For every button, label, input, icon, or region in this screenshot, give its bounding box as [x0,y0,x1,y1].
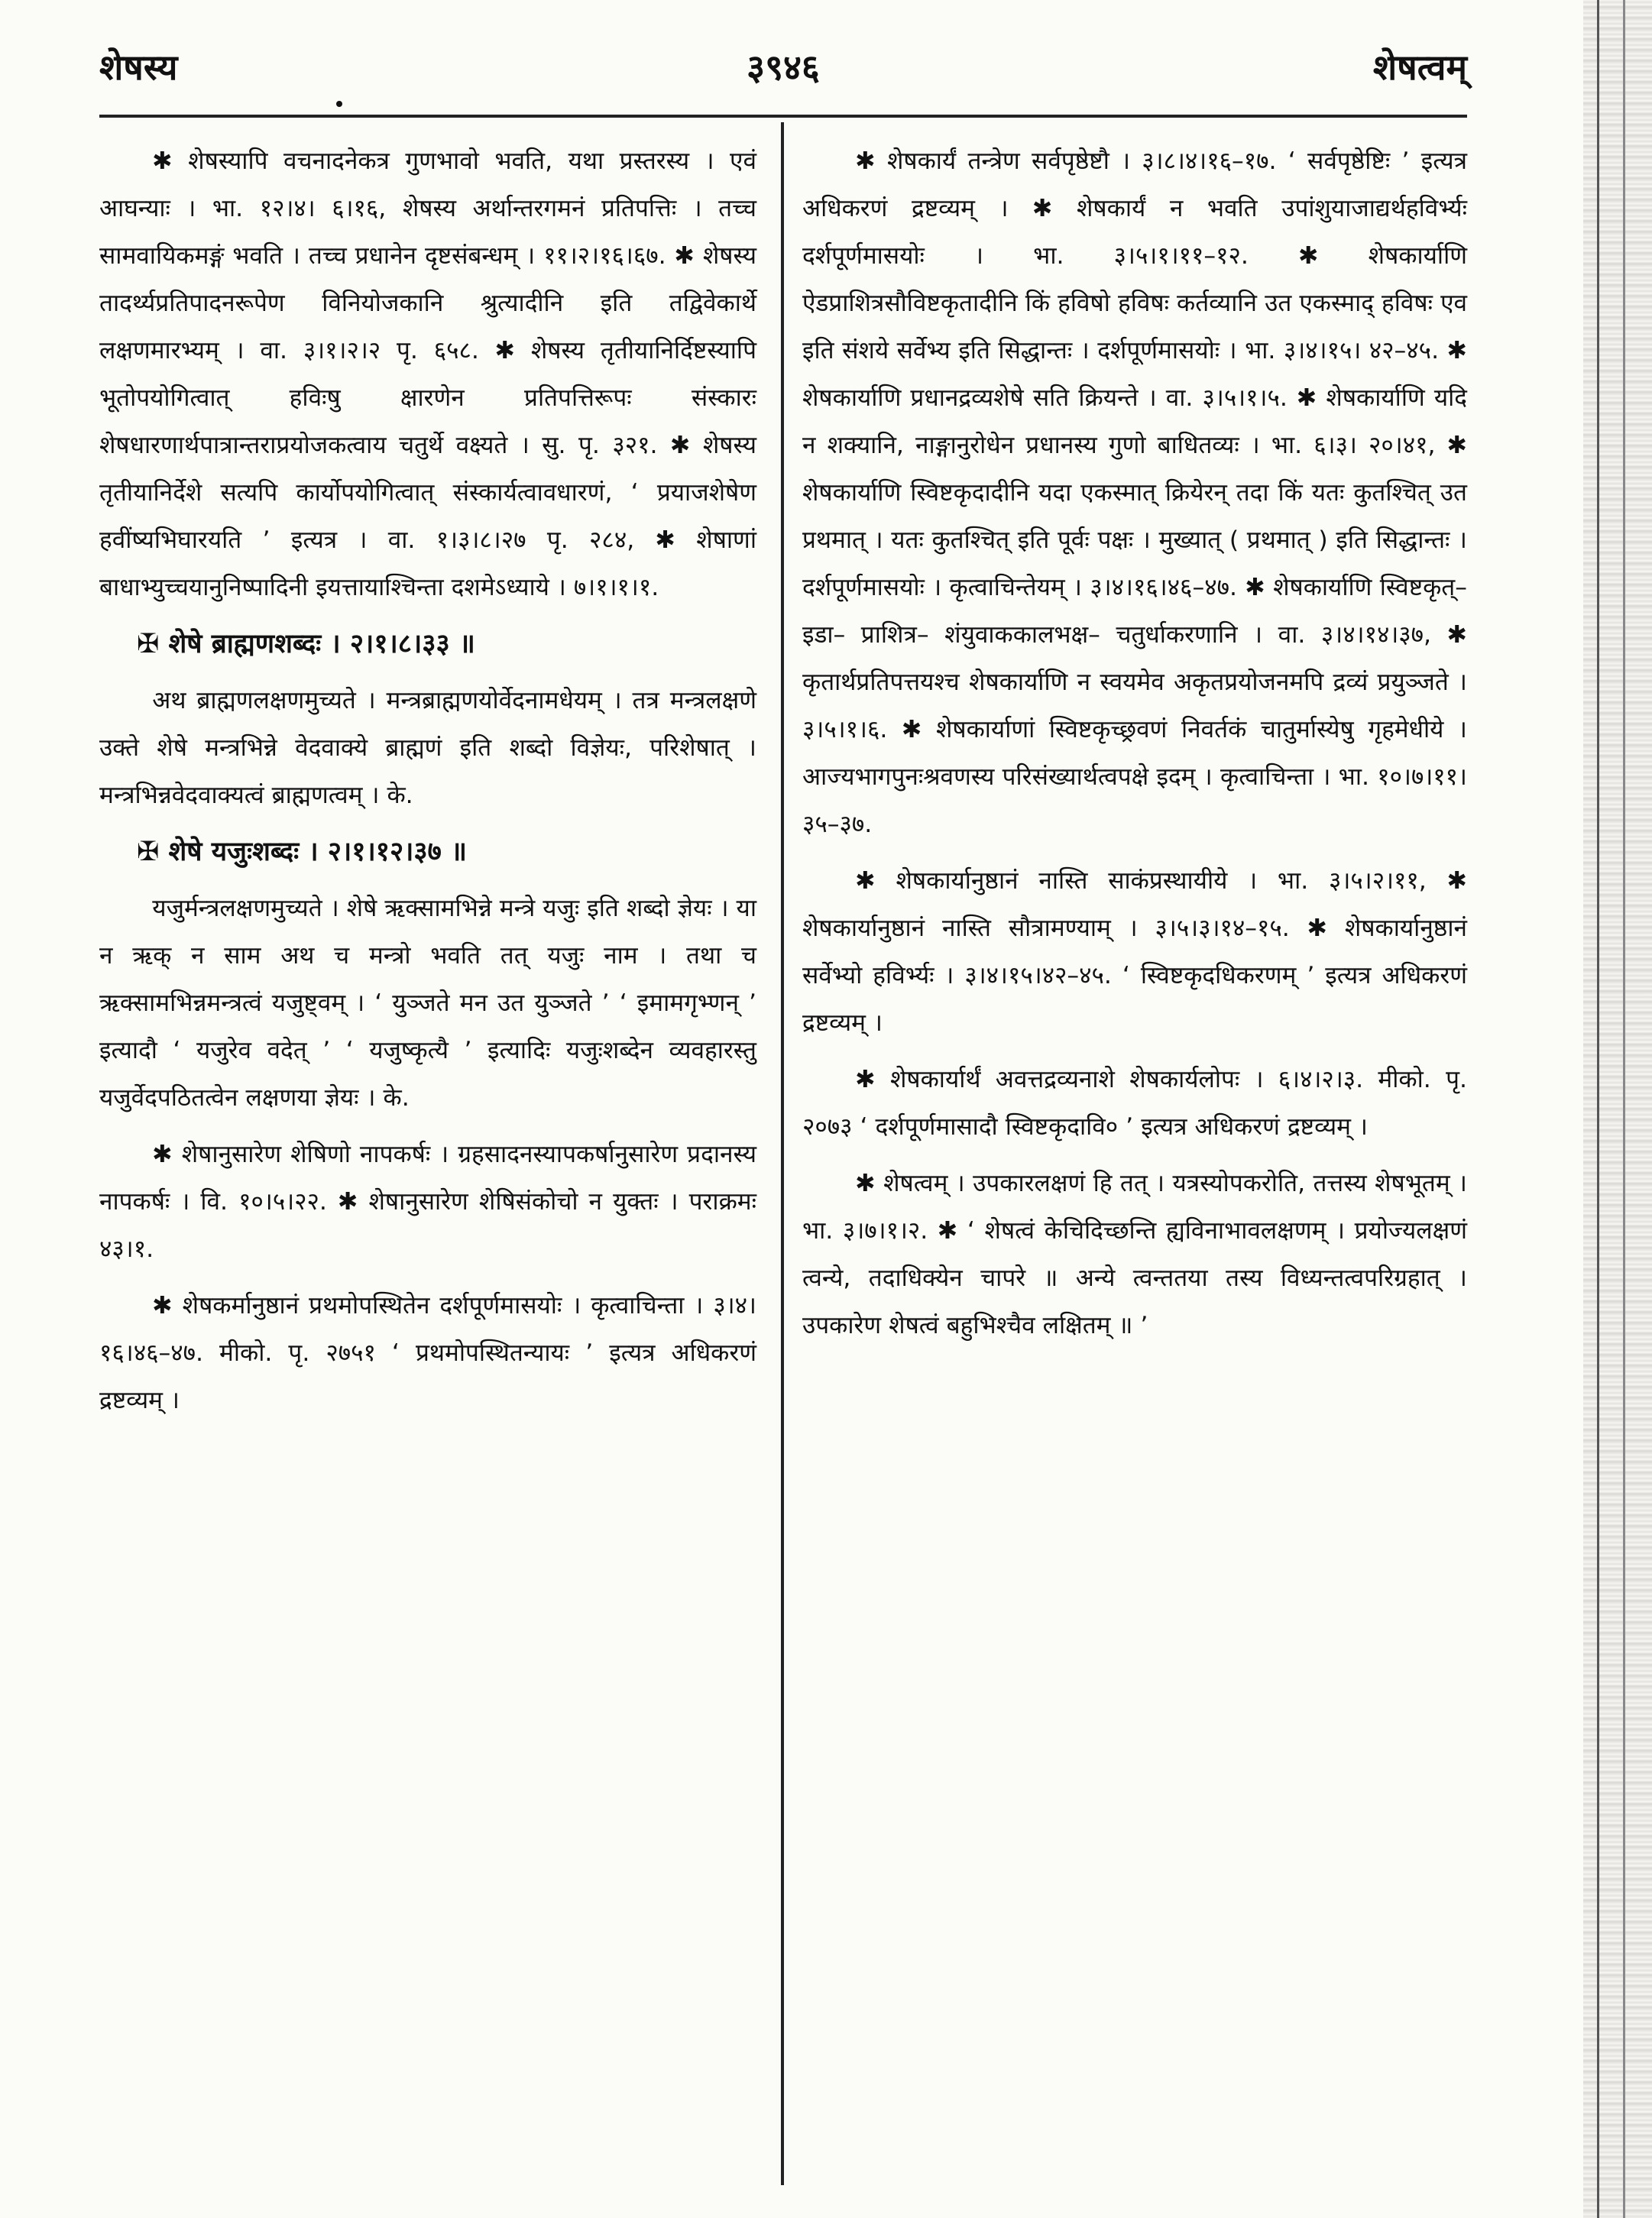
left-heading-brahmana: ✠ शेषे ब्राह्मणशब्दः । २।१।८।३३ ॥ [137,629,475,659]
right-entry-4: ✱ शेषत्वम् । उपकारलक्षणं हि तत् । यत्रस्योपकरोति, तत्तस्य शेषभूतम् । भा. ३।७।१।२. ✱ ‘ शेषत्वं केचिदिच्छन्ति ह्यविनाभावलक्षणम् । प्रयोज्यलक्षणं त्वन्ये, तदाधिक्येन चापरे ॥ अन्ये त्वन्ततया तस्य विध्यन्तत्वपरिग्रहात् । उपकारेण शेषत्वं बहुभिश्चैव लक्षितम् ॥ ’ [802,1170,1467,1339]
scan-edge [1583,0,1652,2218]
header-left-keyword: शेषस्य [99,47,178,88]
column-divider [781,122,784,2185]
scan-edge-line [1623,0,1625,2218]
print-dot [336,101,342,107]
left-entry-5: ✱ शेषकर्मानुष्ठानं प्रथमोपस्थितेन दर्शपूर्णमासयोः । कृत्वाचिन्ता । ३।४।१६।४६–४७. मीको. पृ. २७५१ ‘ प्रथमोपस्थितन्यायः ’ इत्यत्र अधिकरणं द्रष्टव्यम् । [99,1292,756,1414]
header-rule [99,115,1467,118]
left-heading-yajus: ✠ शेषे यजुःशब्दः । २।१।१२।३७ ॥ [137,837,467,867]
right-entry-1: ✱ शेषकार्यं तन्त्रेण सर्वपृष्ठेष्टौ । ३।८।४।१६–१७. ‘ सर्वपृष्ठेष्टिः ’ इत्यत्र अधिकरणं द्रष्टव्यम् । ✱ शेषकार्यं न भवति उपांशुयाजाद्यर्थहविर्भ्यः दर्शपूर्णमासयोः । भा. ३।५।१।११–१२. ✱ शेषकार्याणि ऐडप्राशित्रसौविष्टकृतादीनि किं हविषो हविषः कर्तव्यानि उत एकस्माद् हविषः एव इति संशये सर्वेभ्य इति सिद्धान्तः । दर्शपूर्णमासयोः । भा. ३।४।१५। ४२–४५. ✱ शेषकार्याणि प्रधानद्रव्यशेषे सति क्रियन्ते । वा. ३।५।१।५. ✱ शेषकार्याणि यदि न शक्यानि, नाङ्गानुरोधेन प्रधानस्य गुणो बाधितव्यः । भा. ६।३। २०।४१, ✱ शेषकार्याणि स्विष्टकृदादीनि यदा एकस्मात् क्रियेरन् तदा किं यतः कुतश्चित् उत प्रथमात् । यतः कुतश्चित् इति पूर्वः पक्षः । मुख्यात् ( प्रथमात् ) इति सिद्धान्तः । दर्शपूर्णमासयोः । कृत्वाचिन्तेयम् । ३।४।१६।४६–४७. ✱ शेषकार्याणि स्विष्टकृत्–इडा– प्राशित्र– शंयुवाककालभक्ष– चतुर्धाकरणानि । वा. ३।४।१४।३७, ✱ कृतार्थप्रतिपत्तयश्च शेषकार्याणि न स्वयमेव अकृतप्रयोजनमपि द्रव्यं प्रयुञ्जते । ३।५।१।६. ✱ शेषकार्याणां स्विष्टकृच्छ्रवणं निवर्तकं चातुर्मास्येषु गृहमेधीये । आज्यभागपुनःश्रवणस्य परिसंख्यार्थत्वपक्षे इदम् । कृत्वाचिन्ता । भा. १०।७।११।३५–३७. [802,147,1467,838]
left-entry-1: ✱ शेषस्यापि वचनादनेकत्र गुणभावो भवति, यथा प्रस्तरस्य । एवं आघन्याः । भा. १२।४। ६।१६, शेषस्य अर्थान्तरगमनं प्रतिपत्तिः । तच्च सामवायिकमङ्गं भवति । तच्च प्रधानेन दृष्टसंबन्धम् । ११।२।१६।६७. ✱ शेषस्य तादर्थ्यप्रतिपादनरूपेण विनियोजकानि श्रुत्यादीनि इति तद्विवेकार्थे लक्षणमारभ्यम् । वा. ३।१।२।२ पृ. ६५८. ✱ शेषस्य तृतीयानिर्दिष्टस्यापि भूतोपयोगित्वात् हविःषु क्षारणेन प्रतिपत्तिरूपः संस्कारः शेषधारणार्थपात्रान्तराप्रयोजकत्वाय चतुर्थे वक्ष्यते । सु. पृ. ३२१. ✱ शेषस्य तृतीयानिर्देशे सत्यपि कार्योपयोगित्वात् संस्कार्यत्वावधारणं, ‘ प्रयाजशेषेण हवींष्यभिघारयति ’ इत्यत्र । वा. १।३।८।२७ पृ. २८४, ✱ शेषाणां बाधाभ्युच्चयानुनिष्पादिनी इयत्तायाश्चिन्ता दशमेऽध्याये । ७।१।१।१. [99,147,756,601]
left-column [99,138,756,1433]
right-entry-3: ✱ शेषकार्यार्थं अवत्तद्रव्यनाशे शेषकार्यलोपः । ६।४।२।३. मीको. पृ. २०७३ ‘ दर्शपूर्णमासादौ स्विष्टकृदावि० ’ इत्यत्र अधिकरणं द्रष्टव्यम् । [802,1066,1467,1141]
header-right-keyword: शेषत्वम् [1372,47,1467,88]
right-entry-2: ✱ शेषकार्यानुष्ठानं नास्ति साकंप्रस्थायीये । भा. ३।५।२।११, ✱ शेषकार्यानुष्ठानं नास्ति सौत्रामण्याम् । ३।५।३।१४–१५. ✱ शेषकार्यानुष्ठानं सर्वेभ्यो हविर्भ्यः । ३।४।१५।४२–४५. ‘ स्विष्टकृदधिकरणम् ’ इत्यत्र अधिकरणं द्रष्टव्यम् । [802,867,1467,1037]
page-number: ३९४६ [747,47,820,88]
page-header [99,31,1467,92]
left-entry-3: यजुर्मन्त्रलक्षणमुच्यते । शेषे ऋक्सामभिन्ने मन्त्रे यजुः इति शब्दो ज्ञेयः । या न ऋक् न साम अथ च मन्त्रो भवति तत् यजुः नाम । तथा च ऋक्सामभिन्नमन्त्रत्वं यजुष्ट्वम् । ‘ युञ्जते मन उत युञ्जते ’ ‘ इमामगृभ्णन् ’ इत्यादौ ‘ यजुरेव वदेत् ’ ‘ यजुष्कृत्यै ’ इत्यादिः यजुःशब्देन व्यवहारस्तु यजुर्वेदपठितत्वेन लक्षणया ज्ञेयः । के. [99,895,756,1112]
right-column [802,138,1467,1358]
left-entry-4: ✱ शेषानुसारेण शेषिणो नापकर्षः । ग्रहसादनस्यापकर्षानुसारेण प्रदानस्य नापकर्षः । वि. १०।५।२२. ✱ शेषानुसारेण शेषिसंकोचो न युक्तः । पराक्रमः ४३।१. [99,1141,756,1263]
scan-edge-line [1597,0,1599,2218]
left-entry-2: अथ ब्राह्मणलक्षणमुच्यते । मन्त्रब्राह्मणयोर्वेदनामधेयम् । तत्र मन्त्रलक्षणे उक्ते शेषे मन्त्रभिन्ने वेदवाक्ये ब्राह्मणं इति शब्दो विज्ञेयः, परिशेषात् । मन्त्रभिन्नवेदवाक्यत्वं ब्राह्मणत्वम् । के. [99,687,756,809]
